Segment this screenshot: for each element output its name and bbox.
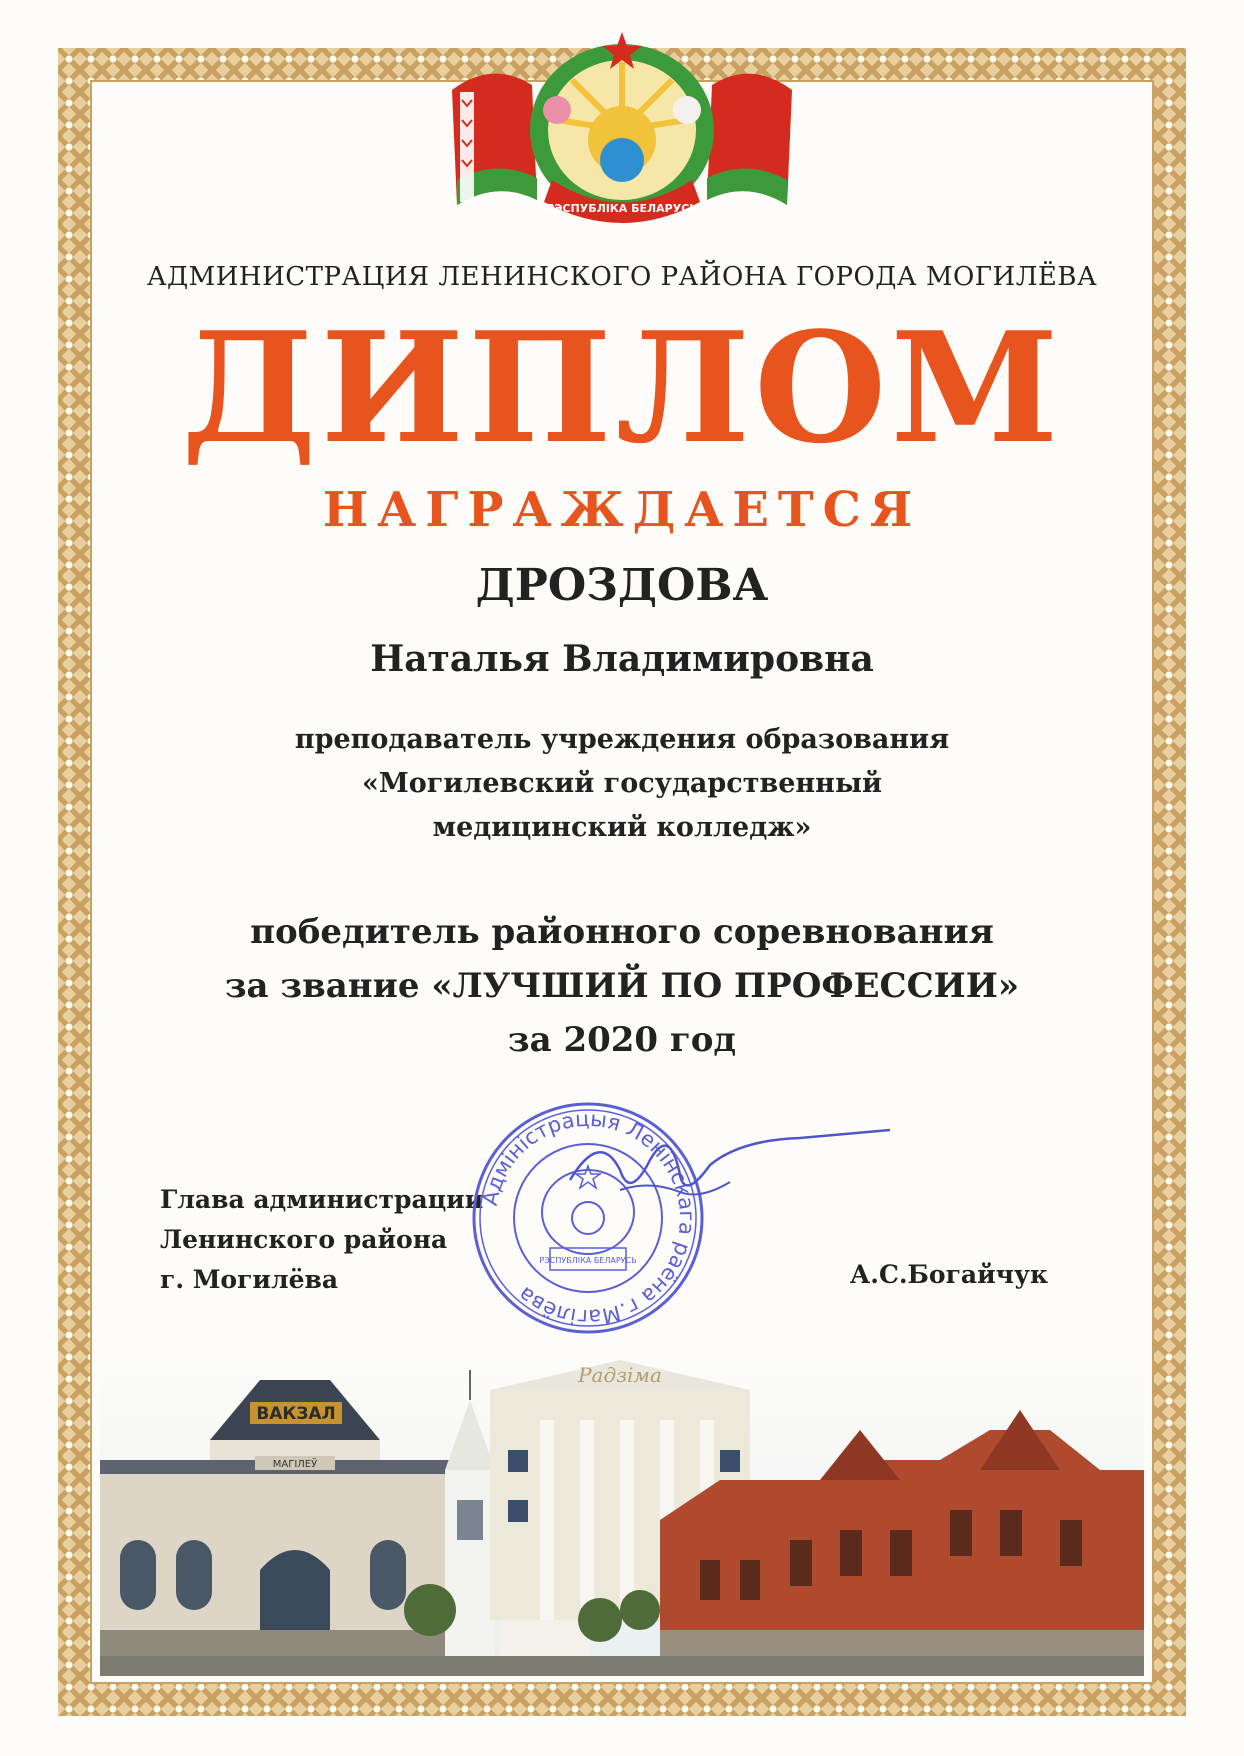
signatory-name: А.С.Богайчук — [849, 1260, 1048, 1289]
stamp-center-text: РЭСПУБЛІКА БЕЛАРУСЬ — [539, 1256, 637, 1265]
recipient-position-line: «Могилевский государственный — [361, 768, 883, 799]
recipient-position-line: преподаватель учреждения образования — [294, 724, 950, 755]
signatory-title-line: Ленинского района — [160, 1225, 448, 1254]
signatory-title-line: г. Могилёва — [160, 1265, 339, 1294]
signatory-title-line: Глава администрации — [160, 1185, 484, 1214]
state-emblem-icon — [442, 30, 802, 230]
administration-header: АДМИНИСТРАЦИЯ ЛЕНИНСКОГО РАЙОНА ГОРОДА МОГИЛЁВА — [146, 262, 1098, 292]
station-city-sign: МАГІЛЕЎ — [272, 1459, 318, 1470]
recipient-surname: ДРОЗДОВА — [475, 560, 769, 611]
achievement-line: победитель районного соревнования — [250, 912, 994, 952]
stamp-ring-text: Адміністрацыя Ленінскага раёна г.Магілёва — [477, 1106, 700, 1330]
city-buildings-illustration — [100, 1360, 1144, 1676]
signatory-title — [160, 1180, 483, 1300]
diploma-title: ДИПЛОМ — [181, 298, 1063, 477]
emblem-ribbon-text: РЭСПУБЛІКА БЕЛАРУСЬ — [546, 202, 698, 215]
station-sign: ВАКЗАЛ — [256, 1404, 336, 1424]
signature-icon — [560, 1120, 900, 1230]
cinema-sign: Радзіма — [578, 1363, 662, 1387]
achievement-line: за 2020 год — [507, 1020, 737, 1060]
achievement-line: за звание «ЛУЧШИЙ ПО ПРОФЕССИИ» — [224, 966, 1020, 1006]
recipient-position-line: медицинский колледж» — [432, 812, 812, 843]
recipient-name: Наталья Владимировна — [370, 638, 874, 680]
awarded-label: НАГРАЖДАЕТСЯ — [322, 482, 922, 538]
